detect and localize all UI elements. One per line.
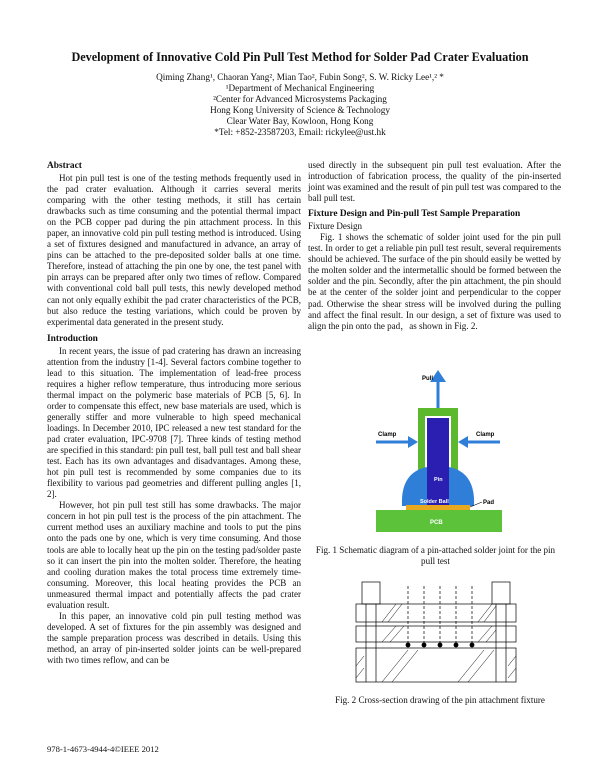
copper-pad bbox=[406, 505, 470, 510]
copyright-footer: 978-1-4673-4944-4©IEEE 2012 bbox=[47, 744, 159, 754]
pin-label: Pin bbox=[434, 477, 443, 483]
abstract-heading: Abstract bbox=[47, 161, 82, 171]
affiliation-4: Clear Water Bay, Kowloon, Hong Kong bbox=[226, 116, 374, 126]
affiliation-3: Hong Kong University of Science & Technology bbox=[210, 105, 390, 115]
figure-2-cross-section bbox=[348, 578, 524, 684]
fixture-middle-plate bbox=[356, 626, 516, 642]
fixture-bottom-plate bbox=[356, 648, 516, 682]
left-column bbox=[47, 160, 301, 666]
figure-1-schematic bbox=[372, 368, 506, 538]
contact-line: *Tel: +852-23587203, Email: rickylee@ust.hk bbox=[214, 127, 386, 137]
fixture-paragraph-1: Fig. 1 shows the schematic of solder joint used for the pin pull test. In order to get a reliable pin pull test result, several requirements should be achieved. The surface of the pin should easily be wetted by the molten solder and the intermetallic should be formed between the solder and the pin. Secondly, after the pin attachment, the pin should be at the center of the solder joint and perpendicular to the copper pad. Otherwise the shear stress will be involved during the pulling and affect the final result. In our design, a set of fixture was used to align the pin onto the pad，as shown in Fig. 2. bbox=[308, 232, 561, 331]
bolt-right-head bbox=[492, 582, 510, 604]
clamp-left-label: Clamp bbox=[378, 432, 397, 438]
figure-1-caption: Fig. 1 Schematic diagram of a pin-attached solder joint for the pin pull test bbox=[315, 545, 556, 566]
pad-label: Pad bbox=[483, 500, 495, 506]
author-block bbox=[150, 72, 450, 138]
continued-paragraph: used directly in the subsequent pin pull test evaluation. After the introduction of fabrication process, the quality of the pin-inserted joint was examined and the result of pin pull test was compared to the ball pull test. bbox=[308, 160, 561, 204]
solder-ball-row bbox=[406, 643, 475, 648]
bolt-left-head bbox=[362, 582, 380, 604]
introduction-heading: Introduction bbox=[47, 333, 98, 344]
affiliation-1: ¹Department of Mechanical Engineering bbox=[225, 83, 375, 93]
section-hatching bbox=[356, 604, 516, 682]
paper-title: Development of Innovative Cold Pin Pull Test Method for Solder Pad Crater Evaluation bbox=[71, 50, 529, 64]
author-names: Qiming Zhang¹, Chaoran Yang², Mian Tao², Fubin Song², S. W. Ricky Lee¹,² * bbox=[156, 72, 444, 82]
intro-paragraph-1: In recent years, the issue of pad cratering has drawn an increasing attention from the industry [1-4]. Several factors combine together to lead to this situation. The implementation of lead-free process requires a higher reflow temperature, thus introducing more serious thermal impact on the polymeric base materials of PCB [5, 6]. In order to compensate this effect, new base materials are used, which is generally stiffer and more vulnerable to high speed mechanical loadings. In December 2010, IPC released a new test standard for the pad crater evaluation, IPC-9708 [7]. Three kinds of testing method are specified in this standard: pin pull test, ball pull test and ball shear test. Each has its own advantages and disadvantages. Among these, hot pin pull test is recommended by some companies due to its flexibility to various pad geometries and different pulling angles [1, 2]. bbox=[47, 345, 301, 500]
fixture-top-plate bbox=[356, 604, 516, 622]
solder-ball-label: Solder Ball bbox=[420, 499, 449, 505]
abstract-text: Hot pin pull test is one of the testing methods frequently used in the pad crater evaluation. Although it carries several merits comparing with the other testing methods, it still has certain drawbacks such as time consuming and the potential thermal impact on the PCB copper pad during the pin attachment process. In this paper, an innovative cold pin pull testing method is introduced. Using a set of fixtures designed and manufactured in advance, an array of pins can be attached to the pre-deposited solder balls at one time. Therefore, instead of attaching the pin one by one, the test panel with pin arrays can be prepared after only two times of reflow. Compared with conventional cold ball pull tests, this newly developed method can not only equally exhibit the pad crater characteristics of the PCB, but also reduce the testing variations, which could be proven by experimental data generated in the present study. bbox=[47, 173, 301, 327]
intro-paragraph-2: However, hot pin pull test still has some drawbacks. The major concern in hot pin pull test is the process of the pin attachment. The current method uses an auxiliary machine and tools to put the pins onto the pads one by one, which is very time consuming. And those tools are able to locally heat up the pin on the testing pad/solder paste so it can insert the pin into the molten solder. Therefore, the heating and cooling duration makes the total process time extremely time-consuming. Moreover, this local heating provides the PCB an unmeasured thermal impact and potentially affects the pad crater evaluation result. bbox=[47, 500, 301, 610]
pcb-label: PCB bbox=[430, 520, 443, 526]
pull-label: Pull bbox=[422, 376, 434, 382]
figure-2-caption: Fig. 2 Cross-section drawing of the pin attachment fixture bbox=[335, 695, 545, 705]
right-column bbox=[308, 160, 561, 332]
affiliation-2: ²Center for Advanced Microsystems Packaging bbox=[213, 94, 387, 104]
clamp-right-label: Clamp bbox=[476, 432, 495, 438]
subsection-heading-fixture-design: Fixture Design bbox=[308, 221, 363, 232]
intro-paragraph-3: In this paper, an innovative cold pin pull testing method was developed. A set of fixtures for the pin assembly was designed and the sample preparation process was described in details. Using this method, an array of pin-inserted solder joints can be well-prepared with two times reflow, and can be bbox=[47, 610, 301, 665]
section-heading-fixture: Fixture Design and Pin-pull Test Sample Preparation bbox=[308, 209, 521, 220]
